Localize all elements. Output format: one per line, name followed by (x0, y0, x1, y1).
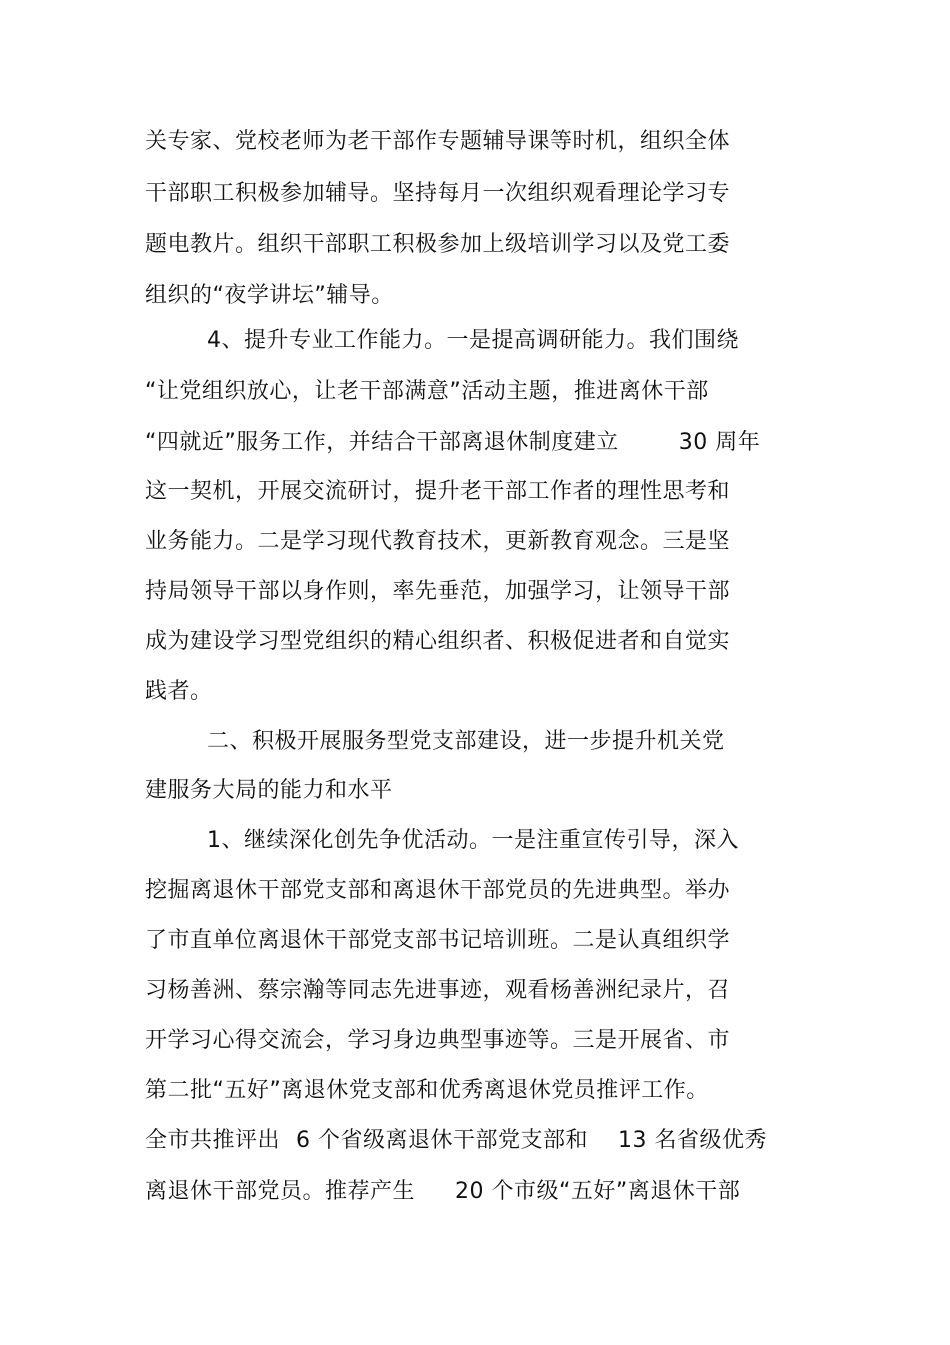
text-segment: 全市共推评出 (145, 1128, 281, 1153)
section-heading-continued: 建服务大局的能力和水平 (145, 778, 393, 803)
text-segment: 13 名省级优秀 (618, 1128, 768, 1153)
text-line: 关专家、党校老师为老干部作专题辅导课等时机，组织全体 (145, 129, 731, 154)
text-line: 了市直单位离退休干部党支部书记培训班。二是认真组织学 (145, 928, 731, 953)
text-line: 持局领导干部以身作则，率先垂范，加强学习，让领导干部 (145, 579, 731, 604)
text-segment: 6 个省级离退休干部党支部和 (296, 1128, 589, 1153)
paragraph-heading: 4、提升专业工作能力。一是提高调研能力。我们围绕 (207, 328, 739, 353)
text-line (145, 1177, 740, 1207)
text-line: 践者。 (145, 679, 213, 704)
text-line (145, 1126, 767, 1156)
text-line: 业务能力。二是学习现代教育技术，更新教育观念。三是坚 (145, 529, 731, 554)
text-segment: 20 个市级“五好”离退休干部 (455, 1179, 741, 1204)
paragraph-heading: 1、继续深化创先争优活动。一是注重宣传引导，深入 (207, 828, 739, 853)
text-line: 习杨善洲、蔡宗瀚等同志先进事迹，观看杨善洲纪录片，召 (145, 978, 731, 1003)
text-line: 开学习心得交流会，学习身边典型事迹等。三是开展省、市 (145, 1028, 731, 1053)
text-line: “让党组织放心，让老干部满意”活动主题，推进离休干部 (145, 379, 709, 404)
text-line: 成为建设学习型党组织的精心组织者、积极促进者和自觉实 (145, 629, 731, 654)
text-line: 挖掘离退休干部党支部和离退休干部党员的先进典型。举办 (145, 878, 731, 903)
section-heading: 二、积极开展服务型党支部建设，进一步提升机关党 (207, 729, 725, 754)
text-line: 第二批“五好”离退休党支部和优秀离退休党员推评工作。 (145, 1078, 709, 1103)
text-segment: 30 周年 (678, 430, 761, 455)
text-segment: “四就近”服务工作，并结合干部离退休制度建立 (145, 430, 619, 455)
text-segment: 离退休干部党员。推荐产生 (145, 1179, 416, 1204)
text-line: 题电教片。组织干部职工积极参加上级培训学习以及党工委 (145, 232, 731, 257)
text-line: 组织的“夜学讲坛”辅导。 (145, 283, 394, 308)
text-line: 这一契机，开展交流研讨，提升老干部工作者的理性思考和 (145, 479, 731, 504)
text-line (145, 428, 760, 458)
text-line: 干部职工积极参加辅导。坚持每月一次组织观看理论学习专 (145, 181, 731, 206)
